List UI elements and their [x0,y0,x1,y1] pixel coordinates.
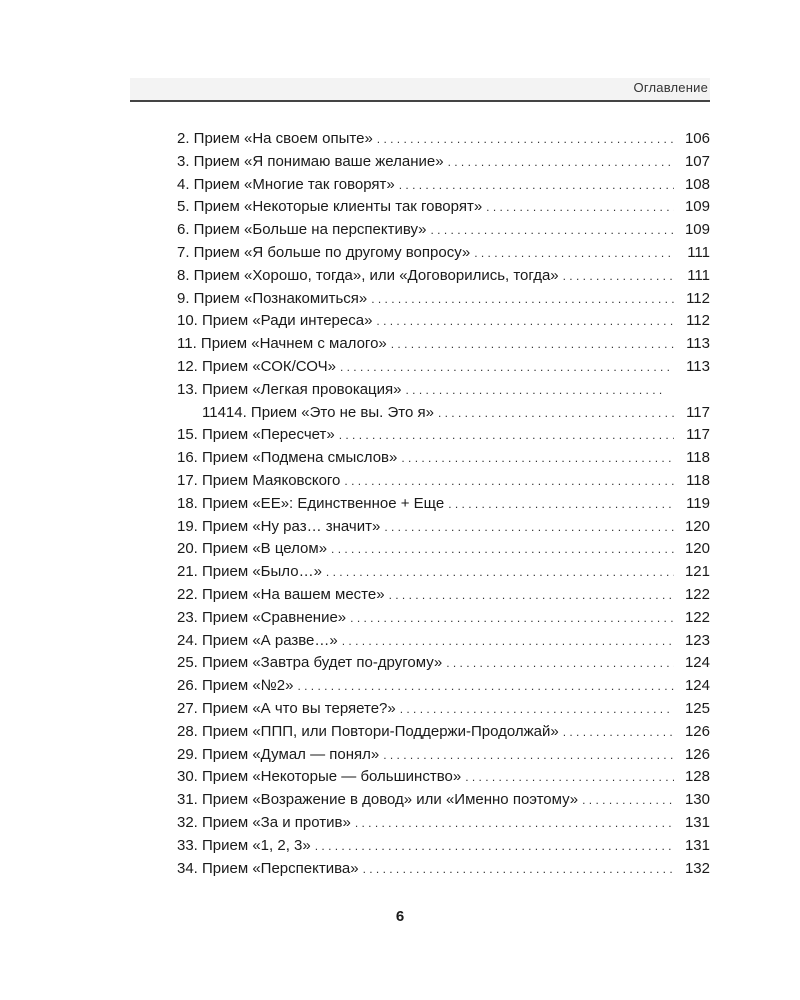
toc-entry [177,447,710,470]
dot-leader [384,516,674,539]
toc-entry [177,265,710,288]
dot-leader [355,812,674,835]
toc-entry [177,675,710,698]
toc-entry-label: 25. Прием «Завтра будет по-другому» [177,654,443,672]
toc-entry-label: 3. Прием «Я понимаю ваше желание» [177,152,444,170]
dot-leader [431,219,674,242]
toc-entry-label: 17. Прием Маяковского [177,471,341,489]
toc-entry [177,196,710,219]
toc-entry-label: 22. Прием «На вашем месте» [177,585,385,603]
toc-entry-page: 130 [684,791,710,809]
dot-leader [486,196,674,219]
dot-leader [363,858,674,881]
toc-entry [177,379,710,402]
toc-entry-label: 27. Прием «А что вы теряете?» [177,699,396,717]
toc-entry-label: 10. Прием «Ради интереса» [177,312,373,330]
dot-leader [340,356,674,379]
toc-entry-page: 108 [684,175,710,193]
toc-entry-page: 132 [684,859,710,877]
toc-entry-page: 122 [684,608,710,626]
toc-entry [177,561,710,584]
dot-leader [315,835,674,858]
page-number: 6 [395,908,405,925]
dot-leader [377,128,674,151]
toc-entry [177,516,710,539]
toc-entry-page: 120 [684,540,710,558]
toc-entry [177,333,710,356]
dot-leader [446,652,674,675]
toc-entry-label: 5. Прием «Некоторые клиенты так говорят» [177,198,483,216]
toc-entry-label: 29. Прием «Думал — понял» [177,745,380,763]
toc-entry-page: 109 [684,221,710,239]
toc-entry-page: 131 [684,836,710,854]
dot-leader [400,698,674,721]
dot-leader [326,561,674,584]
toc-entry [177,698,710,721]
toc-entry [177,493,710,516]
toc-entry [177,538,710,561]
toc-entry-label: 8. Прием «Хорошо, тогда», или «Договорились, тогда» [177,266,559,284]
dot-leader [399,174,674,197]
toc-entry-label: 16. Прием «Подмена смыслов» [177,449,398,467]
toc-entry-label: 19. Прием «Ну раз… значит» [177,517,381,535]
toc-entry [177,584,710,607]
dot-leader [406,379,665,402]
toc-entry-page: 117 [686,426,710,444]
toc-entry-label: 13. Прием «Легкая провокация» [177,380,402,398]
dot-leader [383,744,674,767]
toc-entry-page: 128 [684,768,710,786]
toc-entry [177,858,710,881]
toc-entry [177,356,710,379]
dot-leader [376,310,674,333]
toc-entry-page: 124 [684,654,710,672]
dot-leader [350,607,674,630]
toc-entry-label: 26. Прием «№2» [177,677,294,695]
dot-leader [401,447,674,470]
toc-entry-page: 124 [684,677,710,695]
toc-entry-label: 34. Прием «Перспектива» [177,859,359,877]
toc-entry [177,424,710,447]
dot-leader [371,288,674,311]
toc-entry-label: 2. Прием «На своем опыте» [177,130,373,147]
toc-entry-label: 11414. Прием «Это не вы. Это я» [202,403,434,421]
dot-leader [582,789,674,812]
toc-entry [177,607,710,630]
toc-entry-label: 28. Прием «ППП, или Повтори-Поддержи-Продолжай» [177,722,559,740]
toc-entry [177,174,710,197]
running-head-title: Оглавление [633,80,708,95]
toc-entry-page: 131 [684,813,710,831]
toc-entry-label: 9. Прием «Познакомиться» [177,289,368,307]
dot-leader [563,721,674,744]
dot-leader [563,265,674,288]
toc-entry [177,288,710,311]
toc-entry [177,744,710,767]
dot-leader [339,424,674,447]
toc-entry-page: 111 [687,243,710,261]
toc-entry-label: 12. Прием «СОК/СОЧ» [177,357,336,375]
toc-entry-page: 121 [684,563,710,581]
toc-entry [177,630,710,653]
toc-entry-page: 118 [686,471,710,489]
toc-entry [177,835,710,858]
toc-entry [177,812,710,835]
toc-entry [177,766,710,789]
toc-entry-page: 123 [684,631,710,649]
toc-entry [177,721,710,744]
toc-entry [177,402,710,425]
dot-leader [342,630,674,653]
toc-entry-label: 33. Прием «1, 2, 3» [177,836,311,854]
toc-entry [177,151,710,174]
toc-entry-page: 125 [684,699,710,717]
toc-entry [177,128,710,151]
toc-entry-label: 31. Прием «Возражение в довод» или «Именно поэтому» [177,791,579,809]
toc-entry-page: 111 [687,266,710,284]
toc-entry-page: 126 [684,745,710,763]
dot-leader [448,493,674,516]
toc-entry-label: 24. Прием «А разве…» [177,631,338,649]
toc-entry-page: 119 [686,494,710,512]
toc-entry-page: 113 [686,357,710,375]
dot-leader [438,402,674,425]
dot-leader [331,538,674,561]
dot-leader [389,584,674,607]
toc-entry [177,242,710,265]
toc-entry-label: 11. Прием «Начнем с малого» [177,335,387,353]
toc-entry-page: 117 [686,403,710,421]
toc-entry-page: 112 [686,289,710,307]
toc-entry-label: 21. Прием «Было…» [177,563,322,581]
toc-entry-page: 112 [686,312,710,330]
toc-entry-page: 118 [686,449,710,467]
toc-entry-label: 18. Прием «ЕЕ»: Единственное + Еще [177,494,445,512]
toc-entry-label: 20. Прием «В целом» [177,540,328,558]
toc-entry-label: 4. Прием «Многие так говорят» [177,175,395,193]
toc-entry-page: 109 [684,198,710,216]
dot-leader [297,675,674,698]
toc-entry-label: 23. Прием «Сравнение» [177,608,347,626]
toc-entry-label: 15. Прием «Пересчет» [177,426,335,444]
toc-entry-page: 113 [686,335,710,353]
dot-leader [344,470,674,493]
toc-entry-page: 107 [684,152,710,170]
toc-entry-label: 7. Прием «Я больше по другому вопросу» [177,243,471,261]
toc-entry-page: 122 [684,585,710,603]
dot-leader [474,242,674,265]
table-of-contents [177,128,710,880]
running-head [130,78,710,102]
dot-leader [448,151,674,174]
toc-entry-label: 6. Прием «Больше на перспективу» [177,221,427,239]
toc-entry-label: 32. Прием «За и против» [177,813,351,831]
toc-entry [177,652,710,675]
toc-entry [177,219,710,242]
toc-entry [177,310,710,333]
toc-entry [177,470,710,493]
dot-leader [465,766,674,789]
toc-entry-page: 120 [684,517,710,535]
toc-entry-label: 30. Прием «Некоторые — большинство» [177,768,462,786]
toc-entry-page: 126 [684,722,710,740]
dot-leader [391,333,674,356]
toc-entry [177,789,710,812]
toc-entry-page: 106 [684,130,710,147]
